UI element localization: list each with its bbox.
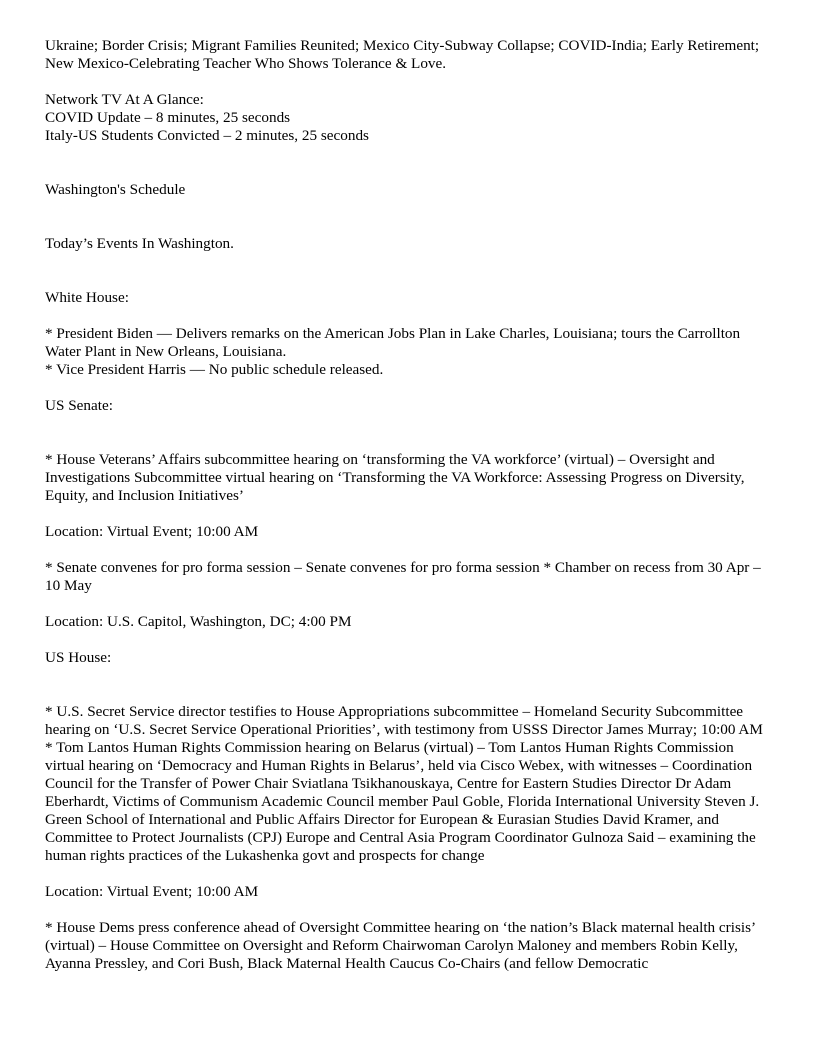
network-tv-item: Italy-US Students Convicted – 2 minutes, 25 seconds [45,127,369,144]
intro-paragraph: Ukraine; Border Crisis; Migrant Families Reunited; Mexico City-Subway Collapse; COVID-India; Early Retirement; New Mexico-Celebrating Teacher Who Shows Tolerance & Love. [45,37,760,72]
network-tv-item: COVID Update – 8 minutes, 25 seconds [45,109,291,126]
events-title: Today’s Events In Washington. [45,235,234,252]
house-heading: US House: [45,649,112,666]
white-house-item: * Vice President Harris — No public schedule released. [45,361,384,378]
house-event: * Tom Lantos Human Rights Commission hearing on Belarus (virtual) – Tom Lantos Human Rights Commission virtual hearing on ‘Democracy and Human Rights in Belarus’, held via Cisco Webex, with witnesses – Coordination Council for the Transfer of Power Chair Sviatlana Tsikhanouskaya, Centre for Eastern Studies Director Dr Adam Eberhardt, Victims of Communism Academic Council member Paul Goble, Florida International University Steven J. Green School of International and Public Affairs Director for European & Eurasian Studies David Kramer, and Committee to Protect Journalists (CPJ) Europe and Central Asia Program Coordinator Gulnoza Said – examining the human rights practices of the Lukashenka govt and prospects for change [45,739,760,864]
senate-event: * House Veterans’ Affairs subcommittee hearing on ‘transforming the VA workforce’ (virtual) – Oversight and Investigations Subcommittee virtual hearing on ‘Transforming the VA Workforce: Assessing Progress on Diversity, Equity, and Inclusion Initiatives’ [45,451,745,504]
network-tv-heading: Network TV At A Glance: [45,91,204,108]
senate-event-location: Location: U.S. Capitol, Washington, DC; 4:00 PM [45,613,352,630]
senate-heading: US Senate: [45,397,113,414]
white-house-heading: White House: [45,289,129,306]
senate-event: * Senate convenes for pro forma session – Senate convenes for pro forma session * Chamber on recess from 30 Apr – 10 May [45,559,761,594]
document-page [45,37,775,973]
white-house-item: * President Biden — Delivers remarks on the American Jobs Plan in Lake Charles, Louisiana; tours the Carrollton Water Plant in New Orleans, Louisiana. [45,325,741,360]
senate-event-location: Location: Virtual Event; 10:00 AM [45,523,259,540]
schedule-title: Washington's Schedule [45,181,186,198]
house-event: * House Dems press conference ahead of Oversight Committee hearing on ‘the nation’s Black maternal health crisis’ (virtual) – House Committee on Oversight and Reform Chairwoman Carolyn Maloney and members Robin Kelly, Ayanna Pressley, and Cori Bush, Black Maternal Health Caucus Co-Chairs (and fellow Democratic [45,919,755,972]
house-event-location: Location: Virtual Event; 10:00 AM [45,883,259,900]
house-event: * U.S. Secret Service director testifies to House Appropriations subcommittee – Homeland Security Subcommittee hearing on ‘U.S. Secret Service Operational Priorities’, with testimony from USSS Director James Murray; 10:00 AM [45,703,763,738]
